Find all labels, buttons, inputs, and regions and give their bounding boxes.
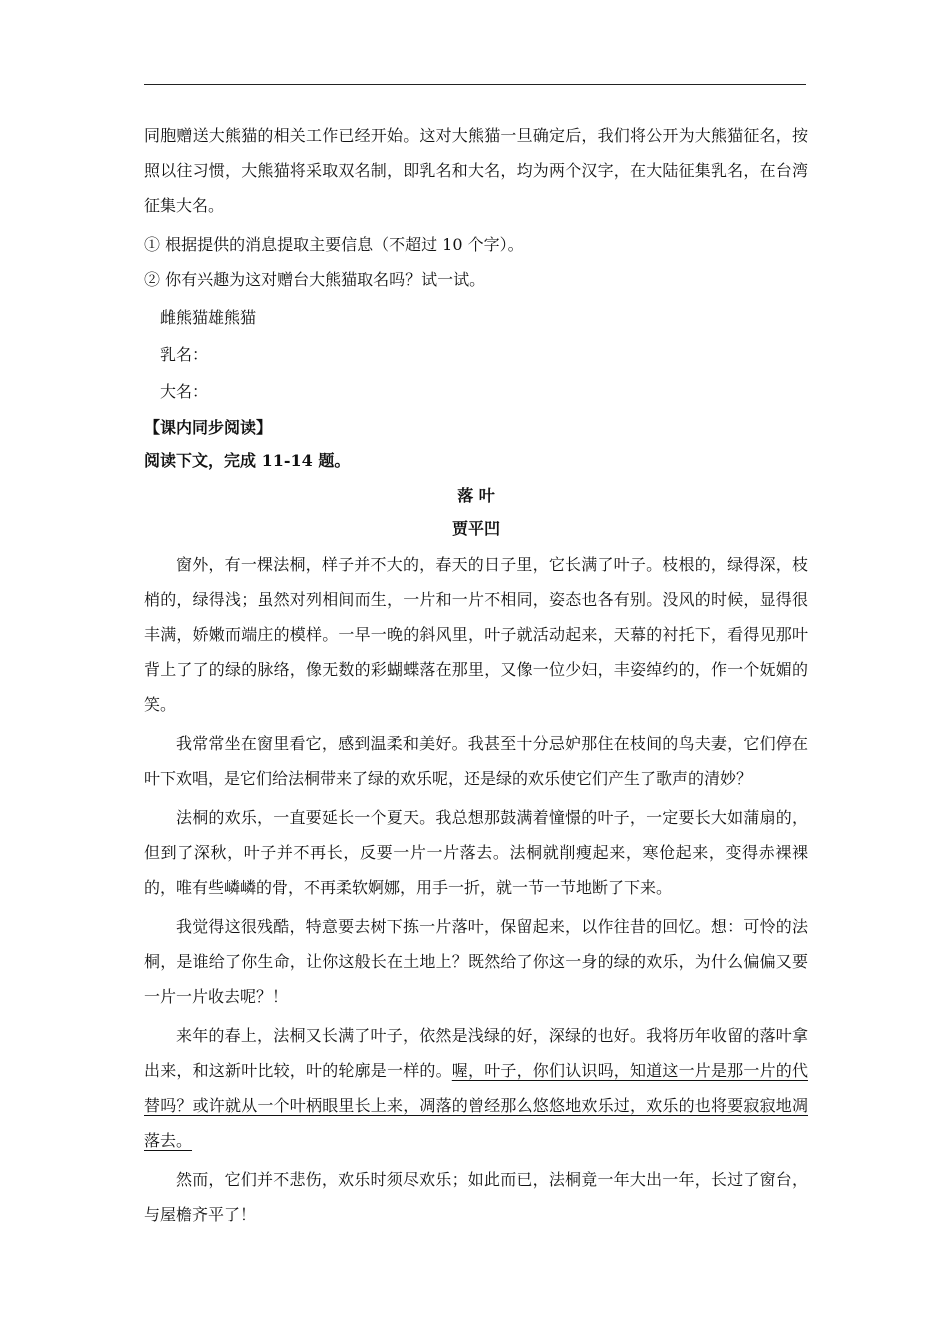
- reading-instruction: 阅读下文，完成 11-14 题。: [144, 451, 351, 470]
- article-paragraph-3: 法桐的欢乐，一直要延长一个夏天。我总想那鼓满着憧憬的叶子，一定要长大如蒲扇的，但到了深秋，叶子并不再长，反要一片一片落去。法桐就削瘦起来，寒伧起来，变得赤裸裸的，唯有些嶙嶙的骨，不再柔软婀娜，用手一折，就一节一节地断了下来。: [144, 808, 808, 897]
- panda-labels: 雌熊猫雄熊猫: [160, 308, 257, 327]
- page-content: [144, 118, 808, 1232]
- article-paragraph-5: [144, 1018, 808, 1158]
- question-1: ① 根据提供的消息提取主要信息（不超过 10 个字）。: [144, 235, 524, 254]
- article-paragraph-5-plain: 来年的春上，法桐又长满了叶子，依然是浅绿的好，深绿的也好。我将历年收留的落叶拿出来，和这新叶比较，叶的轮廓是一样的。: [144, 1026, 808, 1080]
- header-rule: [144, 84, 806, 85]
- article-paragraph-6: 然而，它们并不悲伤，欢乐时须尽欢乐；如此而已，法桐竟一年大出一年，长过了窗台，与屋檐齐平了！: [144, 1170, 808, 1224]
- article-paragraph-2: 我常常坐在窗里看它，感到温柔和美好。我甚至十分忌妒那住在枝间的鸟夫妻，它们停在叶下欢唱，是它们给法桐带来了绿的欢乐呢，还是绿的欢乐使它们产生了歌声的清妙？: [144, 734, 808, 788]
- article-paragraph-1: 窗外，有一棵法桐，样子并不大的，春天的日子里，它长满了叶子。枝根的，绿得深，枝梢的，绿得浅；虽然对列相间而生，一片和一片不相同，姿态也各有别。没风的时候，显得很丰满，娇嫩而端庄的模样。一早一晚的斜风里，叶子就活动起来，天幕的衬托下，看得见那叶背上了了的绿的脉络，像无数的彩蝴蝶落在那里，又像一位少妇，丰姿绰约的，作一个妩媚的笑。: [144, 555, 808, 714]
- article-paragraph-4: 我觉得这很残酷，特意要去树下拣一片落叶，保留起来，以作往昔的回忆。想：可怜的法桐，是谁给了你生命，让你这般长在土地上？既然给了你这一身的绿的欢乐，为什么偏偏又要一片一片收去呢？！: [144, 917, 808, 1006]
- milk-name-label: 乳名：: [160, 345, 209, 364]
- article-title: 落 叶: [457, 486, 495, 505]
- article-paragraph-5-underlined: 喔，叶子，你们认识吗，知道这一片是那一片的代替吗？或许就从一个叶柄眼里长上来，凋落的曾经那么悠悠地欢乐过，欢乐的也将要寂寂地凋落去。: [144, 1061, 808, 1150]
- section-heading: 【课内同步阅读】: [144, 418, 273, 437]
- formal-name-label: 大名：: [160, 382, 209, 401]
- intro-paragraph: 同胞赠送大熊猫的相关工作已经开始。这对大熊猫一旦确定后，我们将公开为大熊猫征名，按照以往习惯，大熊猫将采取双名制，即乳名和大名，均为两个汉字，在大陆征集乳名，在台湾征集大名。: [144, 126, 808, 215]
- question-2: ② 你有兴趣为这对赠台大熊猫取名吗？试一试。: [144, 270, 486, 289]
- article-author: 贾平凹: [451, 519, 500, 538]
